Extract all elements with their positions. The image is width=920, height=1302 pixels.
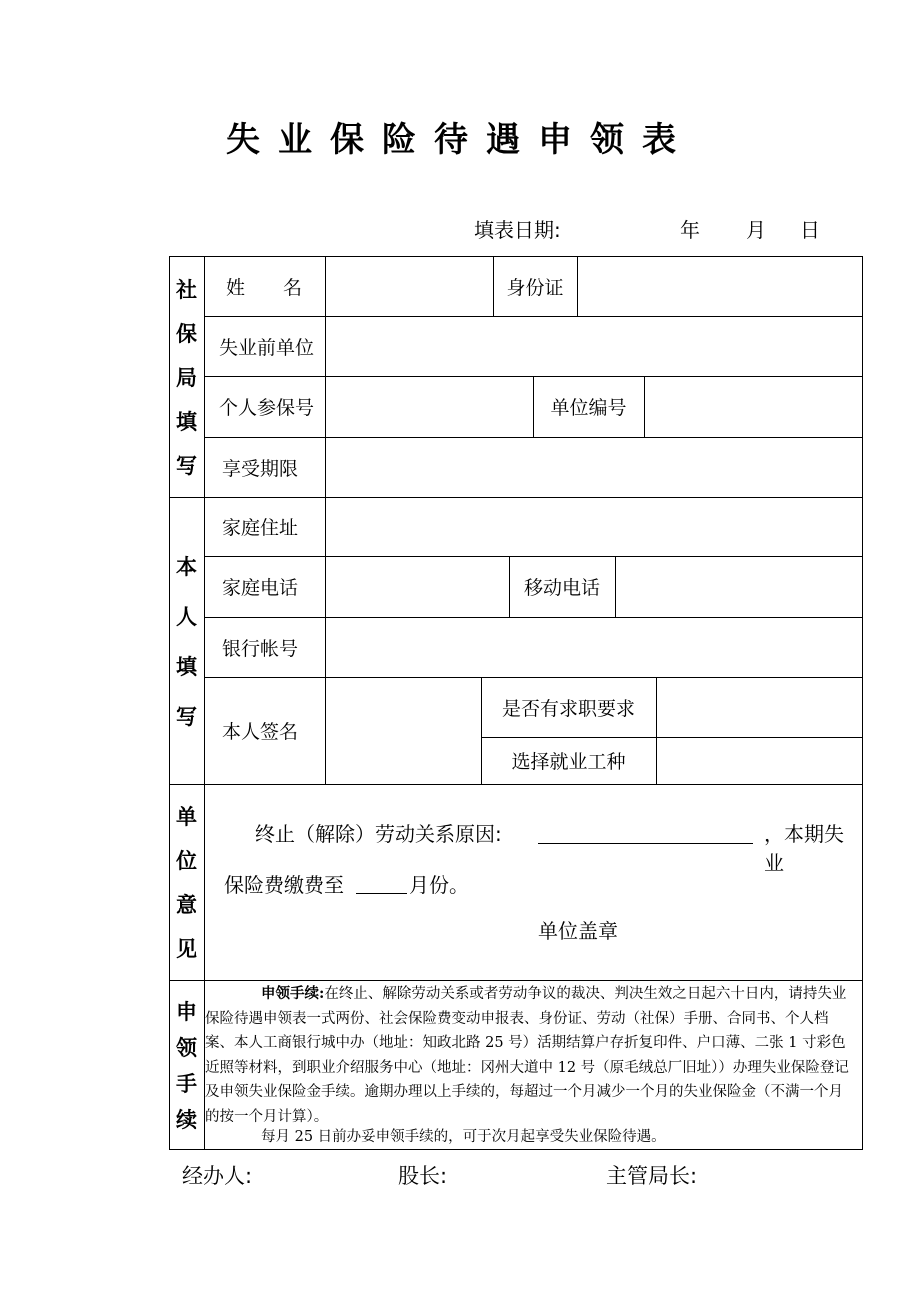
- mobile-phone-input[interactable]: [616, 557, 862, 617]
- month-suffix: 月份。: [409, 873, 469, 897]
- procedure-body: 在终止、解除劳动关系或者劳动争议的裁决、判决生效之日起六十日内，请持失业保险待遇申领表一式两份、社会保险费变动申报表、身份证、劳动（社保）手册、合同书、个人档案、本人工商银行城中办（地址：知政北路 25 号）活期结算户存折复印件、户口薄、二张 1 寸彩色近照等材料，到职业介绍服务中心（地址：冈州大道中 12 号（原毛绒总厂旧址））办理失业保险登记及申领失业保险金手续。逾期办理以上手续的，每超过一个月减少一个月的失业保险金（不满一个月的按一个月计算）。: [205, 986, 849, 1125]
- insurance-no-label: 个人参保号: [219, 397, 315, 419]
- home-address-input[interactable]: [326, 498, 862, 556]
- section-procedure-label: 申 领 手 续: [176, 1000, 197, 1132]
- unit-no-input[interactable]: [645, 377, 862, 437]
- id-card-input[interactable]: [578, 257, 862, 316]
- termination-reason-field[interactable]: [538, 843, 753, 844]
- job-type-label: 选择就业工种: [511, 751, 626, 773]
- paid-until-label: 保险费缴费至: [224, 873, 344, 897]
- prev-employer-label: 失业前单位: [219, 336, 315, 359]
- name-input[interactable]: [326, 257, 493, 316]
- name-label: 姓 名: [226, 276, 303, 299]
- application-form: [169, 256, 863, 1150]
- benefit-period-input[interactable]: [326, 438, 862, 497]
- job-request-label: 是否有求职要求: [501, 697, 635, 720]
- handler-label: 经办人:: [182, 1164, 253, 1188]
- job-request-input[interactable]: [657, 678, 862, 737]
- procedure-text: [205, 982, 857, 1130]
- paid-until-prefix: ，本期失业: [764, 822, 844, 875]
- unit-no-label: 单位编号: [550, 397, 627, 419]
- director-label: 主管局长:: [606, 1164, 698, 1188]
- procedure-note: 每月 25 日前办妥申领手续的，可于次月起享受失业保险待遇。: [261, 1129, 666, 1145]
- job-type-input[interactable]: [657, 738, 862, 784]
- border-right: [862, 256, 863, 1150]
- signature-label: 本人签名: [222, 721, 299, 743]
- signature-input[interactable]: [326, 678, 481, 784]
- insurance-no-input[interactable]: [326, 377, 533, 437]
- termination-reason-label: 终止（解除）劳动关系原因:: [255, 822, 502, 846]
- home-address-label: 家庭住址: [222, 517, 299, 539]
- date-label: 填表日期:: [474, 218, 561, 242]
- paid-until-month-field[interactable]: [356, 893, 407, 894]
- date-month: 月: [746, 218, 766, 242]
- home-phone-input[interactable]: [326, 557, 509, 617]
- prev-employer-input[interactable]: [326, 317, 862, 376]
- section-bureau-label: 社 保 局 填 写: [176, 277, 197, 478]
- benefit-period-label: 享受期限: [222, 457, 299, 480]
- home-phone-label: 家庭电话: [222, 577, 299, 599]
- unit-seal-label: 单位盖章: [538, 919, 618, 943]
- section-line: [169, 980, 863, 981]
- date-year: 年: [680, 218, 700, 242]
- date-day: 日: [800, 218, 820, 242]
- section-self-label: 本 人 填 写: [176, 554, 197, 729]
- bank-account-input[interactable]: [326, 618, 862, 677]
- mobile-phone-label: 移动电话: [523, 577, 600, 599]
- id-card-label: 身份证: [506, 276, 564, 299]
- procedure-heading: 申领手续:: [261, 985, 325, 1002]
- section-line: [169, 784, 863, 785]
- bank-account-label: 银行帐号: [222, 637, 299, 660]
- section-chief-label: 股长:: [398, 1164, 448, 1188]
- section-unit-label: 单 位 意 见: [176, 805, 197, 961]
- page-title: 失业保险待遇申领表: [226, 120, 694, 160]
